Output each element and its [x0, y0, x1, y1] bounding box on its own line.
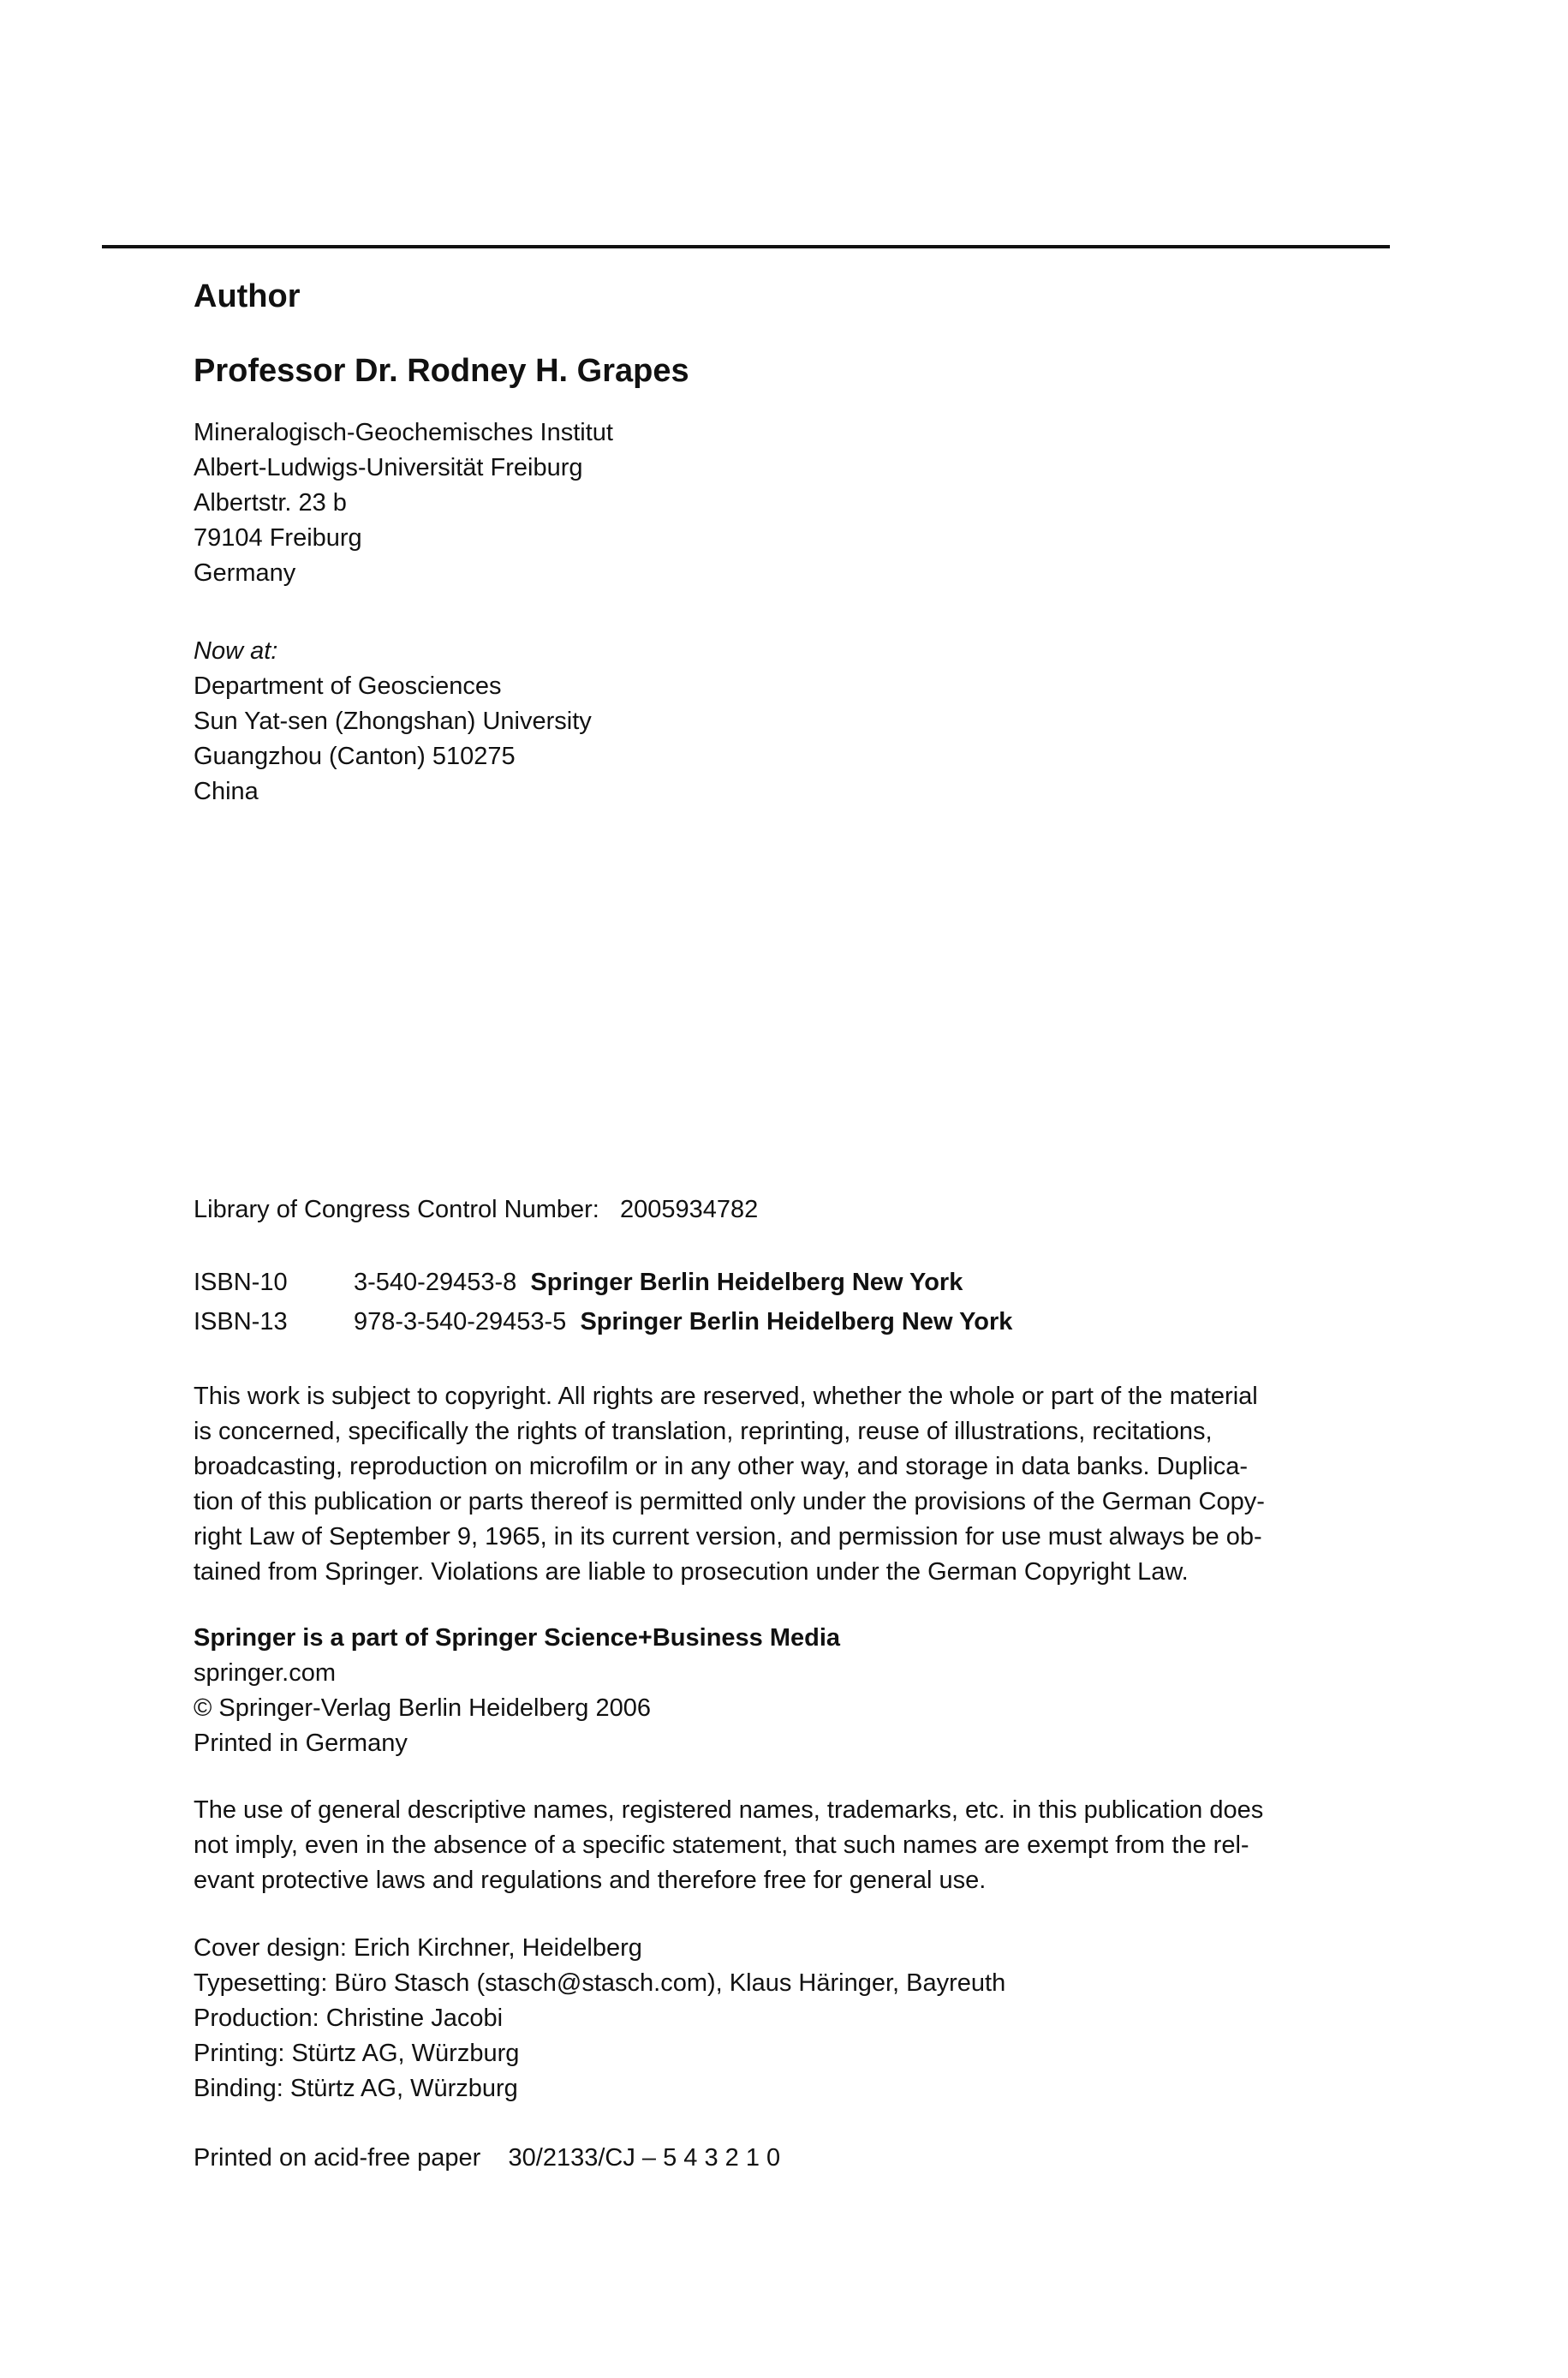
now-at-address-line: China	[194, 778, 259, 805]
credit-line: Cover design: Erich Kirchner, Heidelberg	[194, 1934, 642, 1962]
now-at-address-line: Sun Yat-sen (Zhongshan) University	[194, 708, 592, 735]
isbn-publisher: Springer Berlin Heidelberg New York	[580, 1308, 1013, 1335]
trademark-paragraph	[194, 1793, 1392, 1898]
printed-in: Printed in Germany	[194, 1730, 408, 1757]
address-line: Albert-Ludwigs-Universität Freiburg	[194, 454, 583, 481]
isbn-publisher: Springer Berlin Heidelberg New York	[530, 1269, 963, 1296]
loc-label: Library of Congress Control Number:	[194, 1196, 599, 1223]
loc-block	[194, 1192, 1392, 1228]
author-address	[194, 415, 1392, 591]
loc-line	[194, 1192, 1392, 1228]
author-section	[194, 278, 1392, 315]
copyright-line: tained from Springer. Violations are liable to prosecution under the German Copyright Law.	[194, 1558, 1189, 1586]
address-line: Mineralogisch-Geochemisches Institut	[194, 419, 613, 446]
now-at-address-line: Department of Geosciences	[194, 672, 502, 700]
isbn-label: ISBN-10	[194, 1269, 288, 1296]
copyright-line: broadcasting, reproduction on microfilm or in any other way, and storage in data banks. Duplica-	[194, 1453, 1248, 1480]
isbn-number: 3-540-29453-8	[354, 1269, 517, 1296]
credit-line: Binding: Stürtz AG, Würzburg	[194, 2075, 518, 2102]
print-code: 30/2133/CJ – 5 4 3 2 1 0	[508, 2144, 781, 2172]
isbn-block	[194, 1263, 1392, 1341]
copyright-notice: © Springer-Verlag Berlin Heidelberg 2006	[194, 1694, 652, 1722]
isbn-label: ISBN-13	[194, 1308, 288, 1335]
copyright-paragraph	[194, 1379, 1392, 1590]
credit-line: Production: Christine Jacobi	[194, 2005, 504, 2032]
footer	[194, 2141, 1392, 2176]
address-line: Albertstr. 23 b	[194, 489, 347, 517]
credits	[194, 1931, 1392, 2106]
credit-line: Typesetting: Büro Stasch (stasch@stasch.com), Klaus Häringer, Bayreuth	[194, 1969, 1006, 1997]
copyright-line: tion of this publication or parts thereof is permitted only under the provisions of the German Copy-	[194, 1488, 1265, 1515]
isbn-row	[194, 1302, 1392, 1341]
publisher-info	[194, 1621, 1392, 1761]
website: springer.com	[194, 1659, 337, 1687]
footer-line	[194, 2141, 1392, 2176]
isbn-row	[194, 1263, 1392, 1302]
loc-number: 2005934782	[620, 1196, 759, 1223]
trademark-line: evant protective laws and regulations and therefore free for general use.	[194, 1867, 987, 1894]
isbn-number: 978-3-540-29453-5	[354, 1308, 567, 1335]
acid-free-paper: Printed on acid-free paper	[194, 2144, 481, 2172]
copyright-line: is concerned, specifically the rights of translation, reprinting, reuse of illustrations, recitations,	[194, 1418, 1213, 1445]
copyright-line: This work is subject to copyright. All rights are reserved, whether the whole or part of the material	[194, 1383, 1258, 1410]
top-rule	[102, 245, 1390, 248]
author-name: Professor Dr. Rodney H. Grapes	[194, 353, 689, 389]
author-heading: Author	[194, 278, 301, 314]
credit-line: Printing: Stürtz AG, Würzburg	[194, 2040, 520, 2067]
author-name-block	[194, 353, 1392, 390]
now-at-block	[194, 634, 1392, 810]
trademark-line: not imply, even in the absence of a specific statement, that such names are exempt from the rel-	[194, 1831, 1249, 1859]
address-line: Germany	[194, 559, 296, 587]
trademark-line: The use of general descriptive names, registered names, trademarks, etc. in this publication does	[194, 1796, 1264, 1824]
springer-statement: Springer is a part of Springer Science+Business Media	[194, 1624, 841, 1652]
now-at-label: Now at:	[194, 637, 278, 665]
address-line: 79104 Freiburg	[194, 524, 362, 552]
copyright-line: right Law of September 9, 1965, in its current version, and permission for use must always be ob-	[194, 1523, 1262, 1550]
now-at-address-line: Guangzhou (Canton) 510275	[194, 743, 516, 770]
